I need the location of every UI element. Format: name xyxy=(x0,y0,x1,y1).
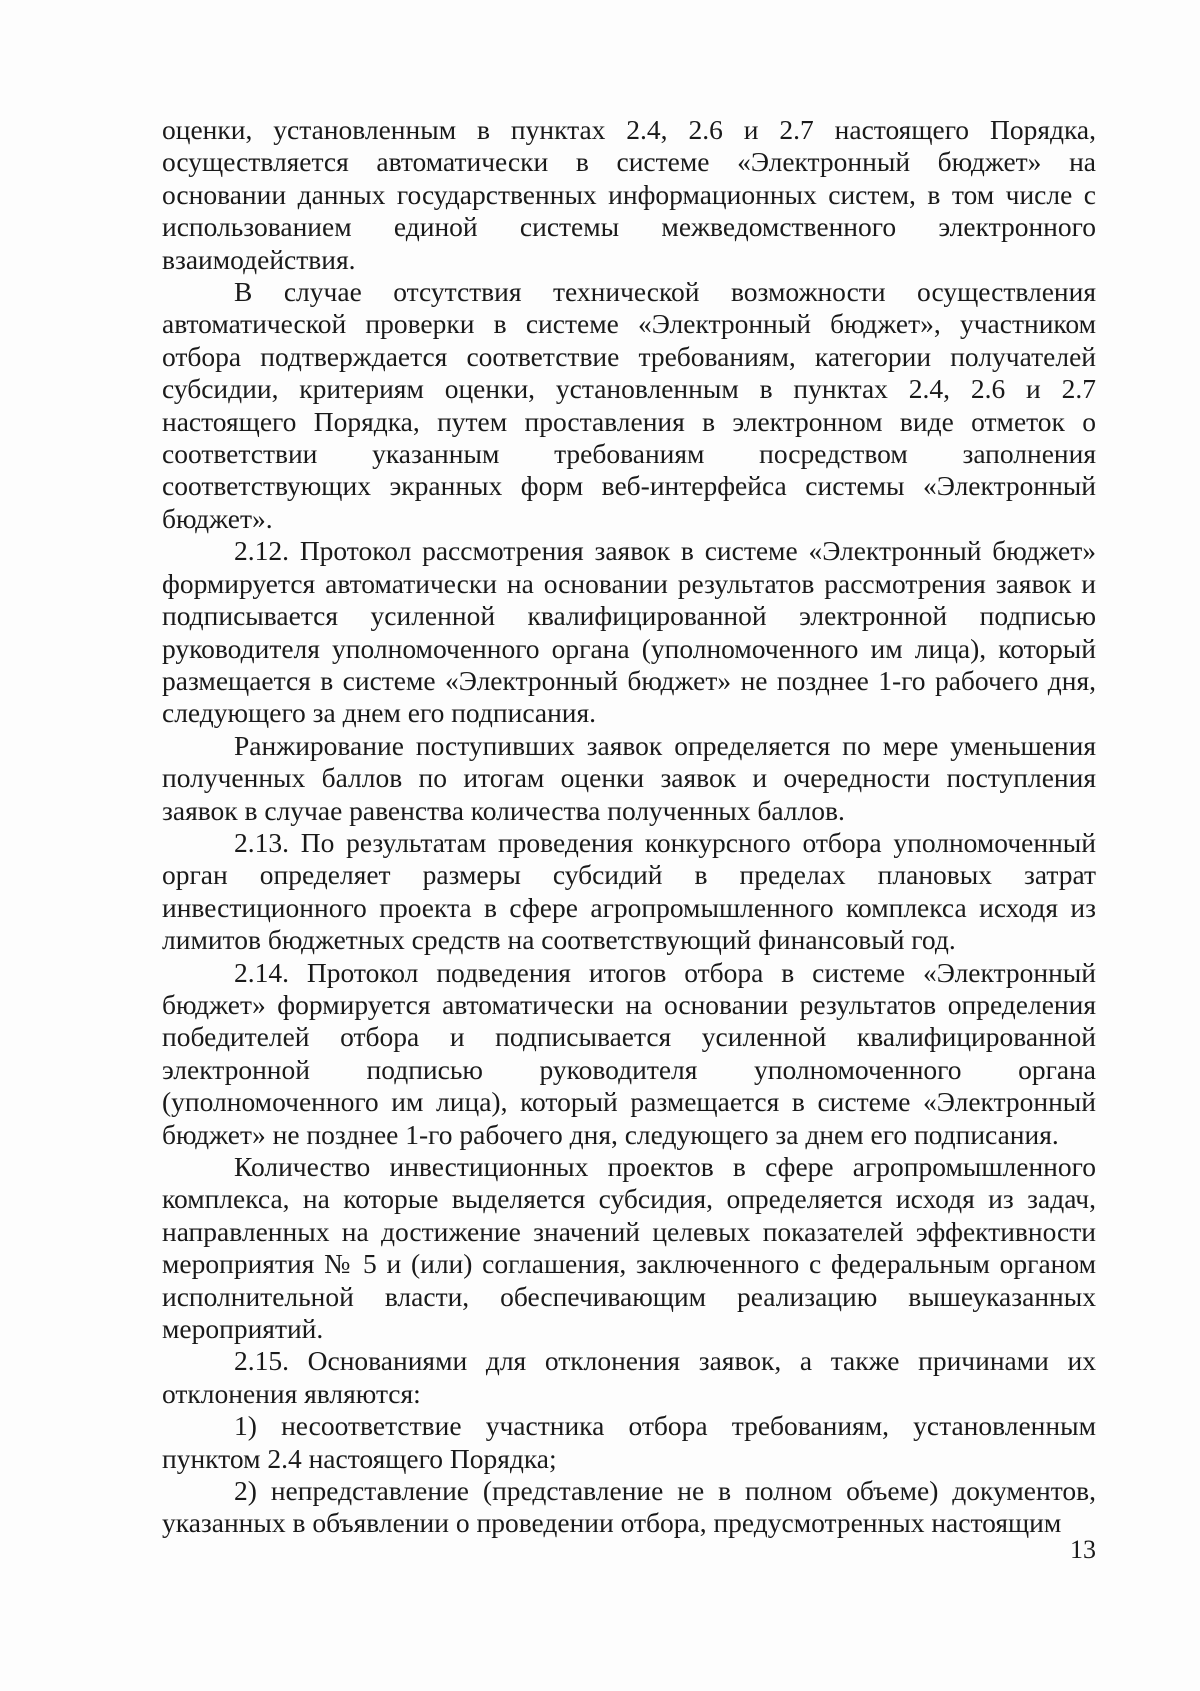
paragraph-manual-check: В случае отсутствия технической возможности осуществления автоматической проверки в системе «Электронный бюджет», участником отбора подтверждается соответствие требованиям, категории получателей субсидии, критериям оценки, установленным в пунктах 2.4, 2.6 и 2.7 настоящего Порядка, путем проставления в электронном виде отметок о соответствии указанным требованиям посредством заполнения соответствующих экранных форм веб-интерфейса системы «Электронный бюджет». xyxy=(162,276,1096,534)
paragraph-continuation: оценки, установленным в пунктах 2.4, 2.6 и 2.7 настоящего Порядка, осуществляется автоматически в системе «Электронный бюджет» на основании данных государственных информационных систем, в том числе с использованием единой системы межведомственного электронного взаимодействия. xyxy=(162,114,1096,275)
page-number: 13 xyxy=(1070,1535,1096,1564)
paragraph-ranking: Ранжирование поступивших заявок определяется по мере уменьшения полученных баллов по итогам оценки заявок и очередности поступления заявок в случае равенства количества полученных баллов. xyxy=(162,729,1096,826)
paragraph-2-13: 2.13. По результатам проведения конкурсного отбора уполномоченный орган определяет размеры субсидий в пределах плановых затрат инвестиционного проекта в сфере агропромышленного комплекса исходя из лимитов бюджетных средств на соответствующий финансовый год. xyxy=(162,826,1096,956)
list-item-1: 1) несоответствие участника отбора требованиям, установленным пунктом 2.4 настоящего Порядка; xyxy=(162,1410,1096,1474)
paragraph-2-12: 2.12. Протокол рассмотрения заявок в системе «Электронный бюджет» формируется автоматически на основании результатов рассмотрения заявок и подписывается усиленной квалифицированной электронной подписью руководителя уполномоченного органа (уполномоченного им лица), который размещается в системе «Электронный бюджет» не позднее 1-го рабочего дня, следующего за днем его подписания. xyxy=(162,535,1096,729)
paragraph-2-15: 2.15. Основаниями для отклонения заявок, а также причинами их отклонения являются: xyxy=(162,1345,1096,1409)
document-body xyxy=(162,114,1096,1540)
paragraph-2-14: 2.14. Протокол подведения итогов отбора в системе «Электронный бюджет» формируется автоматически на основании результатов определения победителей отбора и подписывается усиленной квалифицированной электронной подписью руководителя уполномоченного органа (уполномоченного им лица), который размещается в системе «Электронный бюджет» не позднее 1-го рабочего дня, следующего за днем его подписания. xyxy=(162,956,1096,1150)
list-item-2: 2) непредставление (представление не в полном объеме) документов, указанных в объявлении о проведении отбора, предусмотренных настоящим xyxy=(162,1475,1096,1539)
paragraph-project-count: Количество инвестиционных проектов в сфере агропромышленного комплекса, на которые выделяется субсидия, определяется исходя из задач, направленных на достижение значений целевых показателей эффективности мероприятия № 5 и (или) соглашения, заключенного с федеральным органом исполнительной власти, обеспечивающим реализацию вышеуказанных мероприятий. xyxy=(162,1151,1096,1345)
